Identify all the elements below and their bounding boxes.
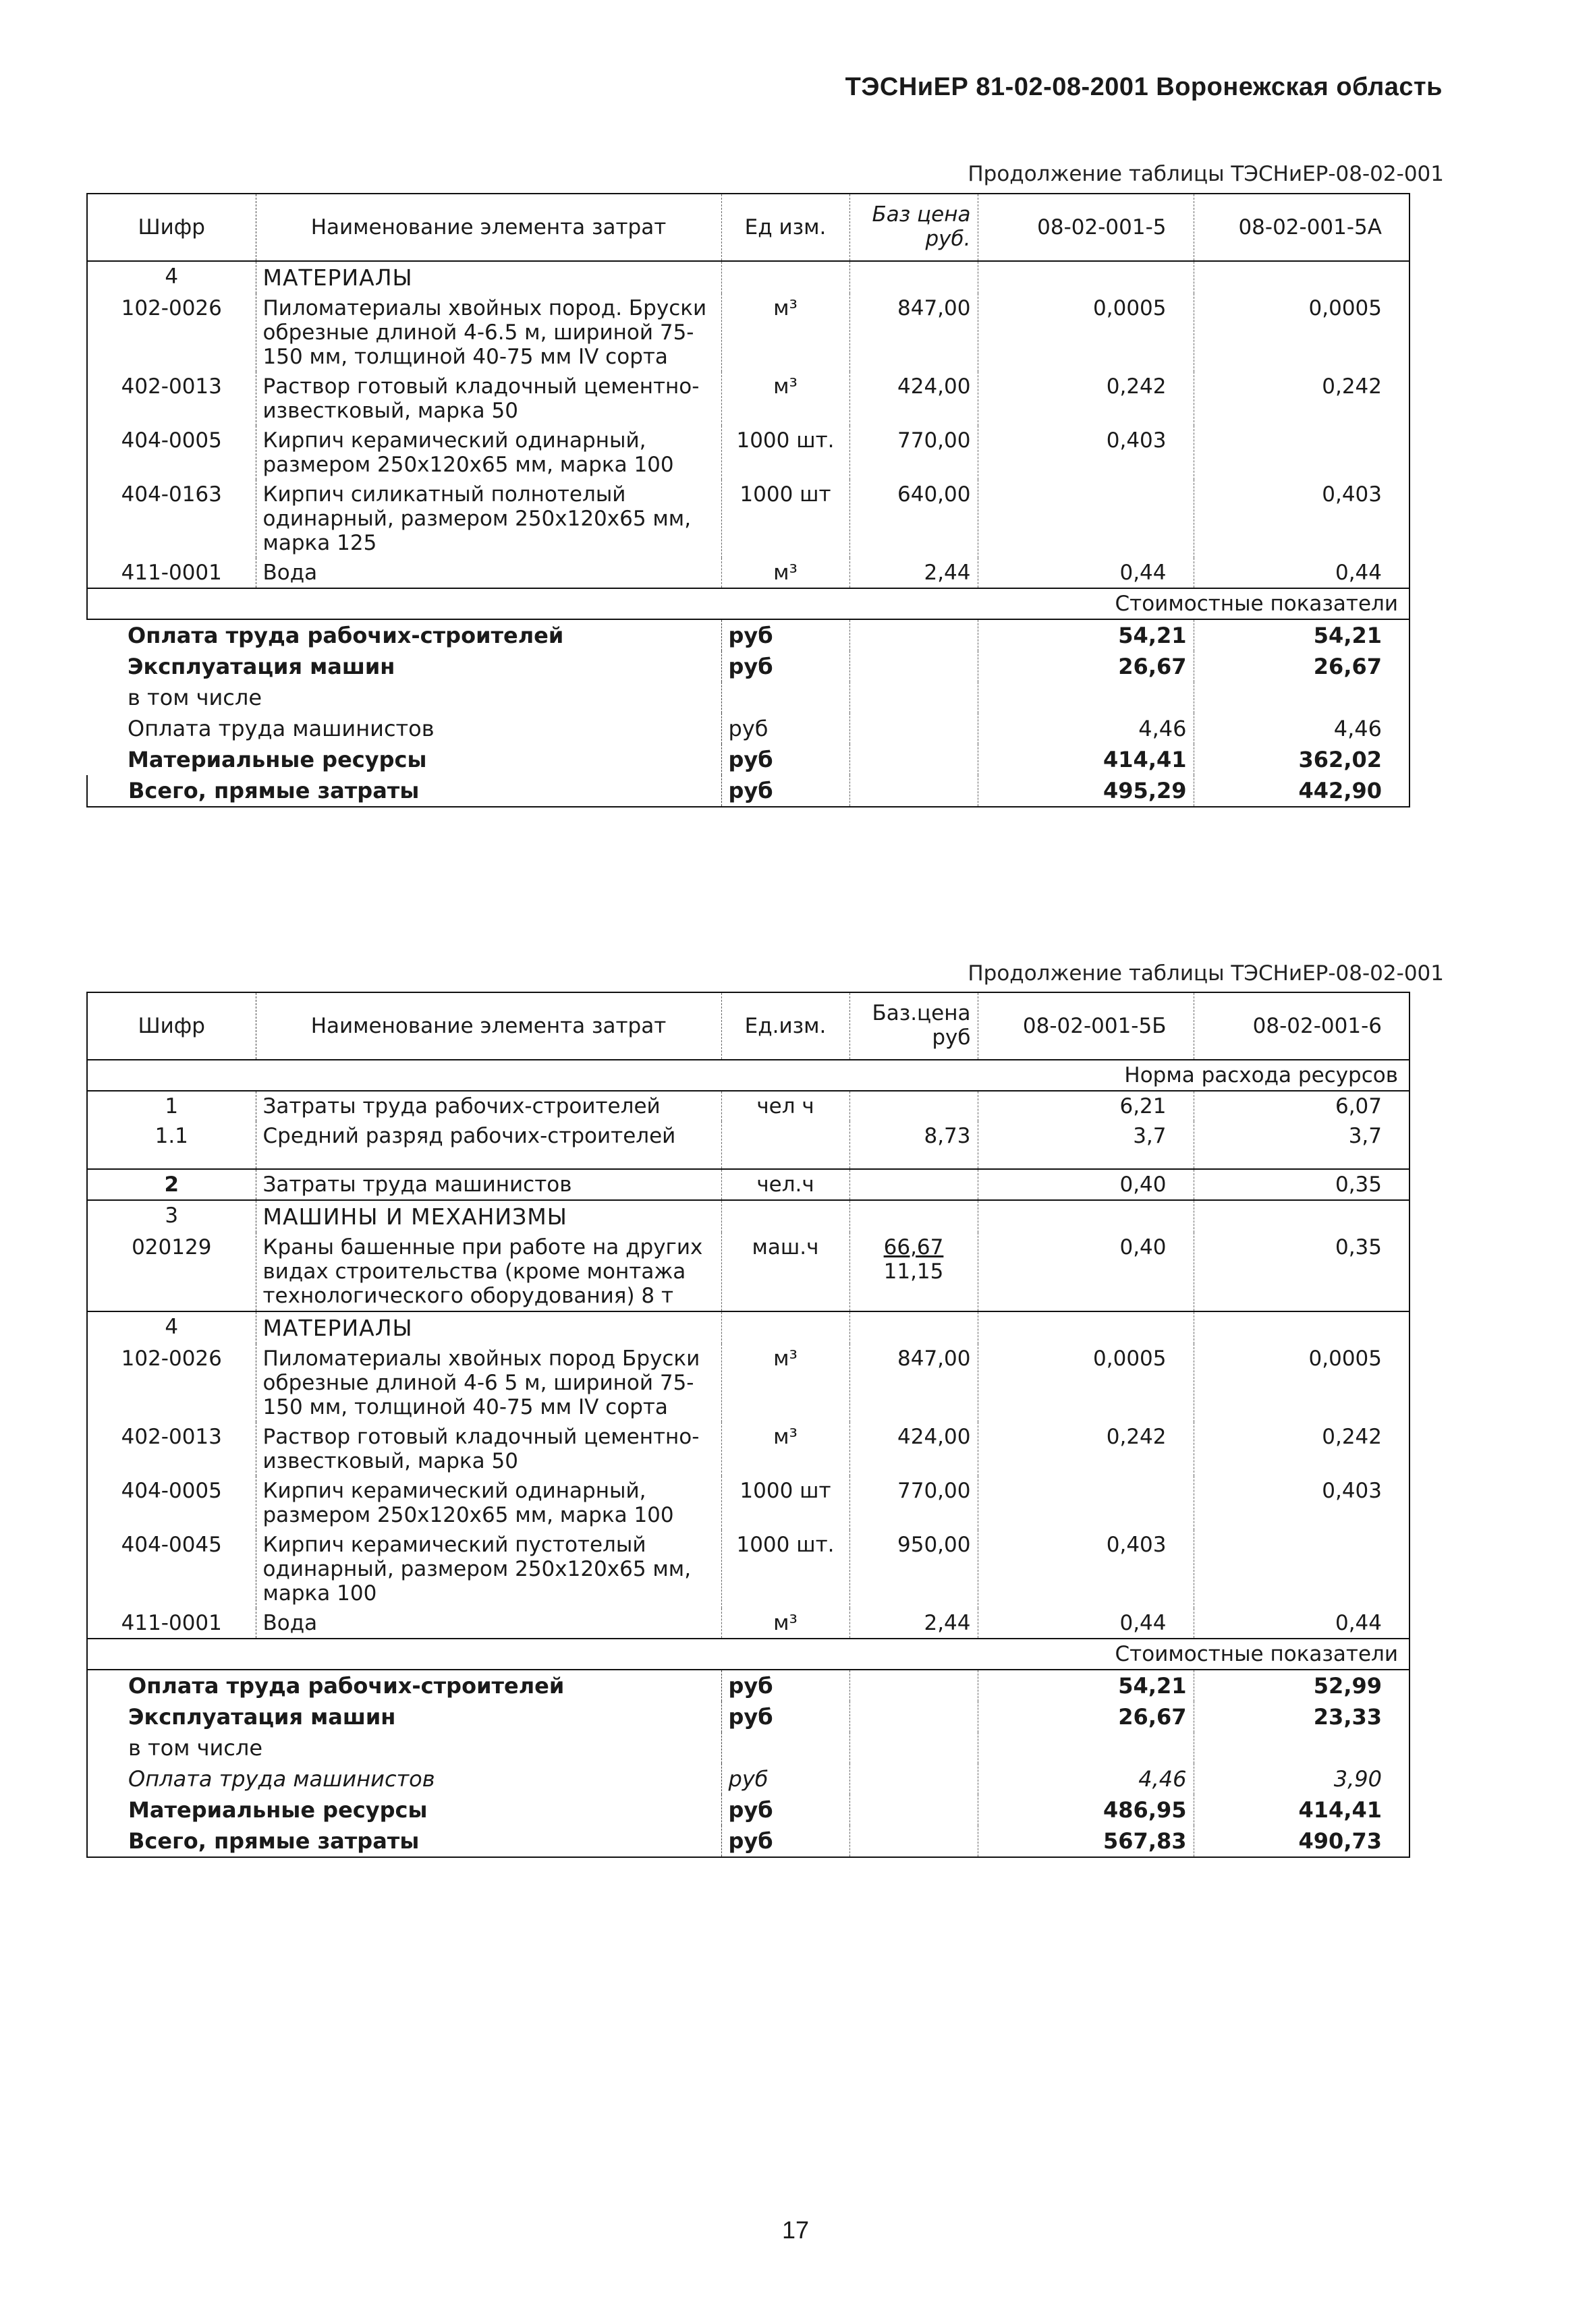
total-label: Всего, прямые затраты bbox=[87, 1825, 721, 1857]
col-header-unit: Ед.изм. bbox=[721, 992, 849, 1060]
row-name: Кирпич керамический одинарный, размером 250х120х65 мм, марка 100 bbox=[256, 1476, 721, 1530]
row-value-a: 0,40 bbox=[978, 1169, 1194, 1200]
total-value-b bbox=[1194, 682, 1409, 713]
total-row bbox=[87, 619, 1409, 651]
row-unit: маш.ч bbox=[721, 1232, 849, 1311]
col-header-b: 08-02-001-6 bbox=[1194, 992, 1409, 1060]
total-value-b: 52,99 bbox=[1194, 1670, 1409, 1701]
col-header-code: Шифр bbox=[87, 992, 256, 1060]
resource-table-2 bbox=[86, 992, 1410, 1858]
total-value-a: 26,67 bbox=[978, 1701, 1194, 1732]
row-code: 102-0026 bbox=[87, 293, 256, 372]
row-value-a: 0,0005 bbox=[978, 293, 1194, 372]
row-code: 2 bbox=[87, 1169, 256, 1200]
table-row bbox=[87, 1530, 1409, 1608]
row-unit: 1000 шт. bbox=[721, 426, 849, 480]
section-title: МАТЕРИАЛЫ bbox=[256, 261, 721, 293]
total-value-b: 414,41 bbox=[1194, 1794, 1409, 1825]
row-value-b: 6,07 bbox=[1194, 1091, 1409, 1121]
section-title: МАШИНЫ И МЕХАНИЗМЫ bbox=[256, 1200, 721, 1232]
table-row bbox=[87, 1232, 1409, 1311]
total-value-a: 4,46 bbox=[978, 713, 1194, 744]
total-unit: руб bbox=[721, 1670, 849, 1701]
total-value-a: 567,83 bbox=[978, 1825, 1194, 1857]
table-caption: Продолжение таблицы ТЭСНиЕР-08-02-001 bbox=[968, 961, 1444, 986]
total-unit bbox=[721, 682, 849, 713]
table-row bbox=[87, 1121, 1409, 1169]
row-code: 402-0013 bbox=[87, 1422, 256, 1476]
row-name: Затраты труда рабочих-строителей bbox=[256, 1091, 721, 1121]
row-value-b: 0,242 bbox=[1194, 372, 1409, 426]
row-unit bbox=[721, 1121, 849, 1169]
total-label: Материальные ресурсы bbox=[128, 747, 427, 772]
total-value-b: 54,21 bbox=[1194, 619, 1409, 651]
row-code: 404-0005 bbox=[87, 1476, 256, 1530]
indicators-row bbox=[87, 1639, 1409, 1670]
total-value-a: 54,21 bbox=[978, 619, 1194, 651]
row-unit: м³ bbox=[721, 1608, 849, 1639]
row-unit: 1000 шт bbox=[721, 1476, 849, 1530]
total-label: Оплата труда машинистов bbox=[128, 716, 435, 741]
row-price: 847,00 bbox=[849, 293, 978, 372]
table-row bbox=[87, 1091, 1409, 1121]
row-code: 404-0163 bbox=[87, 480, 256, 558]
table-row bbox=[87, 1344, 1409, 1422]
row-price: 640,00 bbox=[849, 480, 978, 558]
total-row bbox=[87, 1701, 1409, 1732]
row-value-a: 0,44 bbox=[978, 1608, 1194, 1639]
col-header-name: Наименование элемента затрат bbox=[256, 194, 721, 261]
row-name: Средний разряд рабочих-строителей bbox=[256, 1121, 721, 1169]
col-header-price: Баз.цена руб bbox=[849, 992, 978, 1060]
total-row bbox=[87, 1763, 1409, 1794]
total-row bbox=[87, 775, 1409, 807]
row-value-b: 0,0005 bbox=[1194, 1344, 1409, 1422]
row-value-b: 0,44 bbox=[1194, 558, 1409, 588]
row-value-b bbox=[1194, 1530, 1409, 1608]
row-price: 424,00 bbox=[849, 1422, 978, 1476]
row-price bbox=[849, 1091, 978, 1121]
table-caption: Продолжение таблицы ТЭСНиЕР-08-02-001 bbox=[968, 162, 1444, 186]
row-value-a: 3,7 bbox=[978, 1121, 1194, 1169]
row-code: 020129 bbox=[87, 1232, 256, 1311]
col-header-name: Наименование элемента затрат bbox=[256, 992, 721, 1060]
page-title: ТЭСНиЕР 81-02-08-2001 Воронежская область bbox=[845, 73, 1443, 101]
indicators-label: Стоимостные показатели bbox=[87, 588, 1409, 619]
total-label: в том числе bbox=[128, 685, 262, 710]
row-price: 2,44 bbox=[849, 1608, 978, 1639]
row-value-a: 0,44 bbox=[978, 558, 1194, 588]
row-unit: 1000 шт. bbox=[721, 1530, 849, 1608]
row-price: 950,00 bbox=[849, 1530, 978, 1608]
total-row bbox=[87, 1670, 1409, 1701]
total-value-b: 490,73 bbox=[1194, 1825, 1409, 1857]
table-row bbox=[87, 372, 1409, 426]
total-unit: руб bbox=[721, 744, 849, 775]
row-value-a bbox=[978, 480, 1194, 558]
total-row bbox=[87, 682, 1409, 713]
row-unit: чел.ч bbox=[721, 1169, 849, 1200]
table-row bbox=[87, 558, 1409, 588]
table-row bbox=[87, 480, 1409, 558]
indicators-label: Стоимостные показатели bbox=[87, 1639, 1409, 1670]
col-header-unit: Ед изм. bbox=[721, 194, 849, 261]
row-code: 402-0013 bbox=[87, 372, 256, 426]
total-row bbox=[87, 1732, 1409, 1763]
row-unit: м³ bbox=[721, 558, 849, 588]
row-value-a: 6,21 bbox=[978, 1091, 1194, 1121]
total-unit: руб bbox=[721, 713, 849, 744]
total-value-a: 486,95 bbox=[978, 1794, 1194, 1825]
row-name: Кирпич силикатный полнотелый одинарный, размером 250х120х65 мм, марка 125 bbox=[256, 480, 721, 558]
total-label: Оплата труда машинистов bbox=[87, 1763, 721, 1794]
total-label: Эксплуатация машин bbox=[128, 654, 395, 679]
row-code: 411-0001 bbox=[87, 558, 256, 588]
col-header-price: Баз цена руб. bbox=[849, 194, 978, 261]
row-value-a bbox=[978, 1476, 1194, 1530]
total-unit: руб bbox=[721, 1763, 849, 1794]
total-value-b: 23,33 bbox=[1194, 1701, 1409, 1732]
total-value-a: 4,46 bbox=[978, 1763, 1194, 1794]
row-name: Вода bbox=[256, 558, 721, 588]
total-unit: руб bbox=[721, 651, 849, 682]
row-value-a: 0,242 bbox=[978, 1422, 1194, 1476]
row-unit: 1000 шт bbox=[721, 480, 849, 558]
section-number: 4 bbox=[87, 1311, 256, 1344]
total-row bbox=[87, 1794, 1409, 1825]
total-row bbox=[87, 713, 1409, 744]
total-value-a: 26,67 bbox=[978, 651, 1194, 682]
total-value-a bbox=[978, 1732, 1194, 1763]
row-name: Кирпич керамический одинарный, размером 250х120х65 мм, марка 100 bbox=[256, 426, 721, 480]
row-price: 8,73 bbox=[849, 1121, 978, 1169]
total-value-a: 495,29 bbox=[978, 775, 1194, 807]
indicators-row bbox=[87, 588, 1409, 619]
row-value-b bbox=[1194, 426, 1409, 480]
row-price bbox=[849, 1169, 978, 1200]
total-label: Всего, прямые затраты bbox=[87, 775, 721, 807]
total-value-b: 442,90 bbox=[1194, 775, 1409, 807]
table-row bbox=[87, 1422, 1409, 1476]
total-value-b bbox=[1194, 1732, 1409, 1763]
total-label: в том числе bbox=[87, 1732, 721, 1763]
row-value-a: 0,403 bbox=[978, 1530, 1194, 1608]
row-price: 2,44 bbox=[849, 558, 978, 588]
norm-row bbox=[87, 1060, 1409, 1091]
total-unit: руб bbox=[721, 1825, 849, 1857]
row-unit: чел ч bbox=[721, 1091, 849, 1121]
section-row bbox=[87, 261, 1409, 293]
row-value-b: 3,7 bbox=[1194, 1121, 1409, 1169]
row-value-a: 0,40 bbox=[978, 1232, 1194, 1311]
section-title: МАТЕРИАЛЫ bbox=[256, 1311, 721, 1344]
total-unit bbox=[721, 1732, 849, 1763]
total-row bbox=[87, 651, 1409, 682]
row-value-b: 0,403 bbox=[1194, 480, 1409, 558]
col-header-a: 08-02-001-5Б bbox=[978, 992, 1194, 1060]
total-unit: руб bbox=[721, 1794, 849, 1825]
row-name: Краны башенные при работе на других видах строительства (кроме монтажа технологического оборудования) 8 т bbox=[256, 1232, 721, 1311]
total-value-a bbox=[978, 682, 1194, 713]
row-name: Пиломатериалы хвойных пород Бруски обрезные длиной 4-6 5 м, шириной 75-150 мм, толщиной 40-75 мм IV сорта bbox=[256, 1344, 721, 1422]
row-code: 404-0045 bbox=[87, 1530, 256, 1608]
table-row bbox=[87, 426, 1409, 480]
row-unit: м³ bbox=[721, 1422, 849, 1476]
norm-label: Норма расхода ресурсов bbox=[87, 1060, 1409, 1091]
table-row bbox=[87, 1169, 1409, 1200]
machine-price: 66,67 bbox=[883, 1235, 944, 1259]
resource-table-1 bbox=[86, 193, 1410, 807]
row-code: 1.1 bbox=[87, 1121, 256, 1169]
total-label: Материальные ресурсы bbox=[87, 1794, 721, 1825]
total-unit: руб bbox=[721, 775, 849, 807]
total-value-b: 3,90 bbox=[1194, 1763, 1409, 1794]
row-value-b: 0,35 bbox=[1194, 1169, 1409, 1200]
row-value-b: 0,35 bbox=[1194, 1232, 1409, 1311]
total-value-a: 54,21 bbox=[978, 1670, 1194, 1701]
row-unit: м³ bbox=[721, 1344, 849, 1422]
row-value-b: 0,0005 bbox=[1194, 293, 1409, 372]
row-price: 770,00 bbox=[849, 426, 978, 480]
row-code: 102-0026 bbox=[87, 1344, 256, 1422]
col-header-a: 08-02-001-5 bbox=[978, 194, 1194, 261]
machine-price-operator: 11,15 bbox=[883, 1259, 944, 1284]
section-number: 4 bbox=[87, 261, 256, 293]
row-unit: м³ bbox=[721, 293, 849, 372]
table-row bbox=[87, 293, 1409, 372]
row-code: 411-0001 bbox=[87, 1608, 256, 1639]
page-number: 17 bbox=[781, 2216, 810, 2244]
row-name: Затраты труда машинистов bbox=[256, 1169, 721, 1200]
row-price: 847,00 bbox=[849, 1344, 978, 1422]
row-name: Вода bbox=[256, 1608, 721, 1639]
col-header-b: 08-02-001-5А bbox=[1194, 194, 1409, 261]
table-row bbox=[87, 1608, 1409, 1639]
total-value-a: 414,41 bbox=[978, 744, 1194, 775]
row-value-a: 0,403 bbox=[978, 426, 1194, 480]
total-label: Эксплуатация машин bbox=[87, 1701, 721, 1732]
total-label: Оплата труда рабочих-строителей bbox=[128, 623, 564, 648]
section-row bbox=[87, 1311, 1409, 1344]
row-value-a: 0,0005 bbox=[978, 1344, 1194, 1422]
total-row bbox=[87, 1825, 1409, 1857]
row-value-b: 0,44 bbox=[1194, 1608, 1409, 1639]
row-code: 404-0005 bbox=[87, 426, 256, 480]
total-value-b: 26,67 bbox=[1194, 651, 1409, 682]
section-row bbox=[87, 1200, 1409, 1232]
row-name: Кирпич керамический пустотелый одинарный, размером 250х120х65 мм, марка 100 bbox=[256, 1530, 721, 1608]
row-name: Раствор готовый кладочный цементно-известковый, марка 50 bbox=[256, 372, 721, 426]
total-row bbox=[87, 744, 1409, 775]
col-header-code: Шифр bbox=[87, 194, 256, 261]
row-price: 424,00 bbox=[849, 372, 978, 426]
row-value-b: 0,403 bbox=[1194, 1476, 1409, 1530]
section-number: 3 bbox=[87, 1200, 256, 1232]
total-label: Оплата труда рабочих-строителей bbox=[87, 1670, 721, 1701]
row-code: 1 bbox=[87, 1091, 256, 1121]
total-value-b: 362,02 bbox=[1194, 744, 1409, 775]
total-unit: руб bbox=[721, 619, 849, 651]
row-name: Раствор готовый кладочный цементно-известковый, марка 50 bbox=[256, 1422, 721, 1476]
row-price bbox=[849, 1232, 978, 1311]
table-row bbox=[87, 1476, 1409, 1530]
total-value-b: 4,46 bbox=[1194, 713, 1409, 744]
row-name: Пиломатериалы хвойных пород. Бруски обрезные длиной 4-6.5 м, шириной 75-150 мм, толщиной 40-75 мм IV сорта bbox=[256, 293, 721, 372]
row-unit: м³ bbox=[721, 372, 849, 426]
total-unit: руб bbox=[721, 1701, 849, 1732]
row-value-a: 0,242 bbox=[978, 372, 1194, 426]
row-price: 770,00 bbox=[849, 1476, 978, 1530]
row-value-b: 0,242 bbox=[1194, 1422, 1409, 1476]
